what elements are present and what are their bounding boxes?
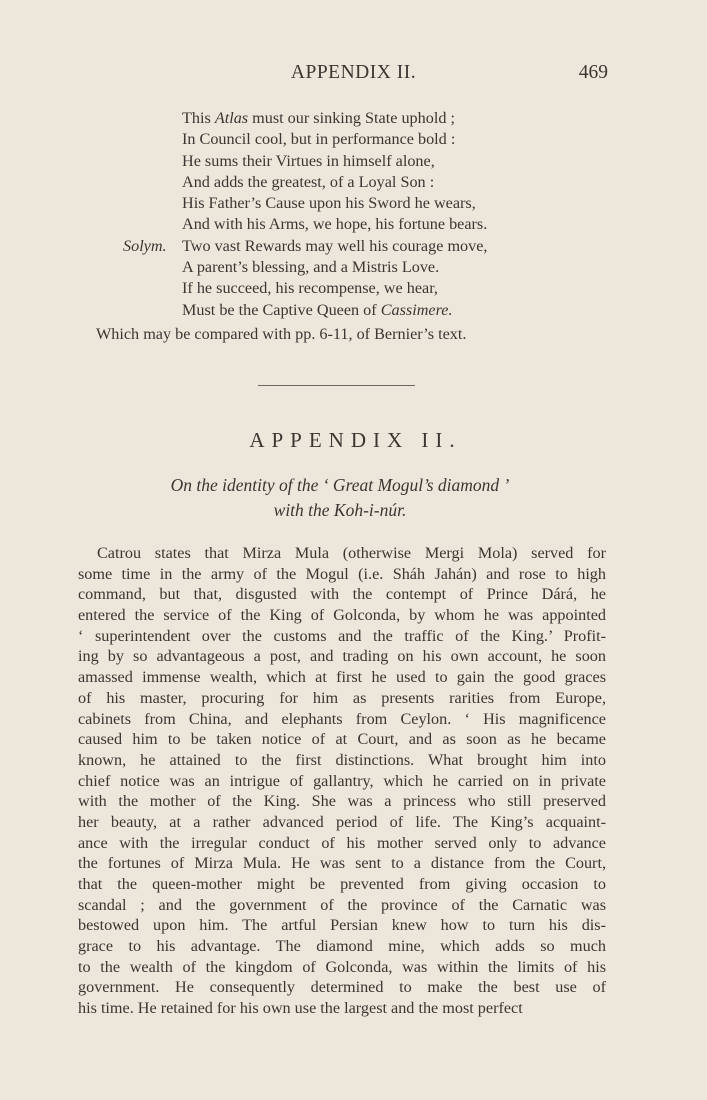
text-line: ance with the irregular conduct of his mother served only to advance <box>78 833 606 852</box>
verse-line <box>96 214 616 235</box>
subtitle-line: On the identity of the ‘ Great Mogul’s diamond ’ <box>170 475 510 495</box>
speaker-name: Solym. <box>123 236 167 255</box>
text-line: grace to his advantage. The diamond mine, which adds so much <box>78 937 606 956</box>
text-line: ‘ superintendent over the customs and the traffic of the King.’ Profit- <box>78 626 606 645</box>
text-line: that the queen-mother might be prevented from giving occasion to <box>78 875 606 893</box>
comparison-note: Which may be compared with pp. 6-11, of Bernier’s text. <box>96 325 467 343</box>
text-line: her beauty, at a rather advanced period of life. The King’s acquaint- <box>78 812 606 831</box>
verse-text: Must be the Captive Queen of <box>182 300 381 319</box>
verse-text: A parent’s blessing, and a Mistris Love. <box>182 258 440 277</box>
verse-italic: Cassimere. <box>380 300 453 319</box>
verse-text: And with his Arms, we hope, his fortune bears. <box>182 215 488 234</box>
verse-italic: Atlas <box>214 109 249 127</box>
text-line: chief notice was an intrigue of gallantry, which he carried on in private <box>78 771 606 790</box>
text-line: caused him to be taken notice of at Court, and as soon as he became <box>78 730 606 749</box>
verse-line <box>96 257 616 278</box>
verse-text: must our sinking State uphold ; <box>248 109 455 127</box>
section-divider <box>258 385 415 386</box>
verse-quotation <box>96 108 616 321</box>
verse-text: He sums their Virtues in himself alone, <box>182 151 435 170</box>
verse-text: This <box>182 109 215 127</box>
text-line: Catrou states that Mirza Mula (otherwise Mergi Mola) served for <box>97 544 606 562</box>
text-line: with the mother of the King. She was a princess who still preserved <box>78 792 606 811</box>
text-line: command, but that, disgusted with the contempt of Prince Dárá, he <box>78 585 606 604</box>
verse-line <box>96 129 616 150</box>
appendix-heading: APPENDIX II. <box>249 428 462 452</box>
text-line: of his master, procuring for him as presents rarities from Europe, <box>78 688 606 707</box>
verse-text: In Council cool, but in performance bold : <box>182 130 456 149</box>
text-line: amassed immense wealth, which at first he used to gain the good graces <box>78 668 606 687</box>
verse-line <box>96 193 616 214</box>
text-line: entered the service of the King of Golconda, by whom he was appointed <box>78 606 606 625</box>
text-line: ing by so advantageous a post, and trading on his own account, he soon <box>78 647 606 666</box>
running-header-title: APPENDIX II. <box>290 62 417 83</box>
page-number: 469 <box>578 62 608 83</box>
verse-text: If he succeed, his recompense, we hear, <box>182 279 438 298</box>
verse-line <box>96 278 616 299</box>
verse-text: Two vast Rewards may well his courage move, <box>182 236 488 255</box>
text-line: some time in the army of the Mogul (i.e. Sháh Jahán) and rose to high <box>78 564 606 583</box>
text-line: to the wealth of the kingdom of Golconda, was within the limits of his <box>78 957 606 976</box>
text-line: scandal ; and the government of the province of the Carnatic was <box>78 895 606 914</box>
appendix-subtitle <box>0 473 680 523</box>
text-line: government. He consequently determined to make the best use of <box>78 978 606 997</box>
body-paragraph <box>78 543 606 1019</box>
verse-line <box>96 172 616 193</box>
verse-text: His Father’s Cause upon his Sword he wears, <box>182 194 476 213</box>
text-line: cabinets from China, and elephants from Ceylon. ‘ His magnificence <box>78 709 606 728</box>
subtitle-line: with the Koh-i-núr. <box>273 500 407 520</box>
text-line: his time. He retained for his own use the largest and the most perfect <box>78 999 523 1018</box>
verse-line <box>96 300 616 321</box>
text-line: known, he attained to the first distinctions. What brought him into <box>78 750 606 769</box>
verse-line <box>96 151 616 172</box>
text-line: bestowed upon him. The artful Persian knew how to turn his dis- <box>78 916 606 935</box>
verse-line <box>96 236 616 257</box>
text-line: the fortunes of Mirza Mula. He was sent to a distance from the Court, <box>78 854 606 873</box>
verse-text: And adds the greatest, of a Loyal Son : <box>182 172 435 191</box>
verse-line <box>96 108 616 129</box>
